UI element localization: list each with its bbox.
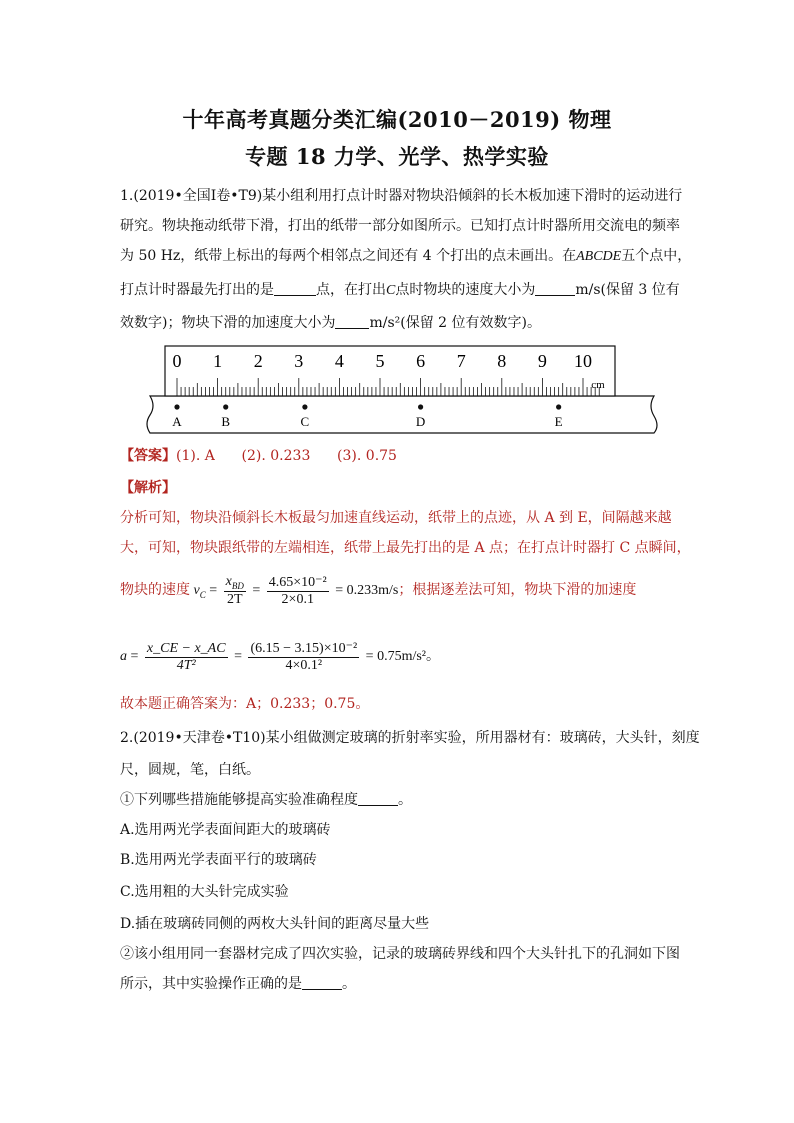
q1-line-4a: 打点计时器最先打出的是 [120,282,274,298]
velocity-prefix: 物块的速度 [120,582,190,599]
q1-line-4e: m/s(保留 3 位有 [575,282,680,298]
acc-f2-den: 4×0.1² [285,658,323,673]
vel-f2-den: 2×0.1 [281,592,314,607]
analysis-final: 故本题正确答案为：A；0.233；0.75。 [120,696,370,712]
q1-line-4 [120,280,680,301]
ruler-number: 5 [375,351,385,371]
acc-f2-num: (6.15 − 3.15)×10⁻² [250,641,358,656]
ruler-number: 7 [456,351,466,371]
ruler-number: 9 [537,351,547,371]
tape-point-label: D [415,414,426,429]
answer-parts: (1). A (2). 0.233 (3). 0.75 [176,448,397,464]
acceleration-symbol: a [120,649,127,665]
tape-point [556,404,561,409]
ruler-number: 1 [213,351,223,371]
page-title: 十年高考真题分类汇编(2010－2019) 物理 [182,107,612,132]
q2-line-1: 2.(2019•天津卷•T10)某小组做测定玻璃的折射率实验，所用器材有：玻璃砖，大头针，刻度 [120,730,700,746]
ruler-number: 10 [574,351,592,371]
q2-option-a: A.选用两光学表面间距大的玻璃砖 [120,822,331,838]
ruler-number: 3 [294,351,304,371]
q2-option-c: C.选用粗的大头针完成实验 [120,884,289,900]
acceleration-fraction-2 [248,640,359,674]
vel-f2-num: 4.65×10⁻² [268,575,327,590]
q1-point-c: C [386,283,396,298]
answer-label: 【答案】 [120,448,176,464]
tape-point-label: C [300,414,310,429]
velocity-suffix: ；根据逐差法可知，物块下滑的加速度 [398,582,637,599]
q1-line-3a: 为 50 Hz，纸带上标出的每两个相邻点之间还有 4 个打出的点未画出。在 [120,248,577,264]
q1-line-3 [120,246,692,267]
q2-line-2: 尺，圆规，笔，白纸。 [120,762,260,778]
answer-blank-2 [535,281,575,296]
acceleration-result: = 0.75m/s²。 [365,649,440,665]
q2-option-d: D.插在玻璃砖同侧的两枚大头针间的距离尽量大些 [120,916,430,932]
q1-line-1: 1.(2019•全国Ⅰ卷•T9)某小组利用打点计时器对物块沿倾斜的长木板加速下滑时的运动进行 [120,188,683,204]
ruler-number: 0 [172,351,182,371]
velocity-fraction-1 [224,574,246,608]
page-subtitle: 专题 18 力学、光学、热学实验 [245,144,549,169]
answer-blank-3 [335,314,369,329]
ruler-figure [0,340,794,440]
velocity-fraction-2 [267,574,329,608]
velocity-formula-line: 物块的速度 $v_C$ = $\frac{x_{BD}}{2T}$ = $\frac{\text{4.65×10⁻²}}{2\times 0.1}$ = 0.233m/s；根据逐差法可知，物块下滑的加速度 [120,574,637,607]
answer-blank-5 [302,975,342,990]
tape-point [302,404,307,409]
tape-point-label: A [172,414,182,429]
acc-f1-den: 4T² [176,657,196,673]
acceleration-formula-line: a = $\frac{x\_CE - x\_AC}{\text{4T²}}$ = $\frac{\text{(6.15 − 3.15)×10⁻²}}{\text{4×0.1²}}$ = 0.75m/s²。 [120,640,440,673]
q2-sub2-line-2 [120,974,680,994]
velocity-result: = 0.233m/s [335,583,399,599]
analysis-line-1: 分析可知，物块沿倾斜长木板最匀加速直线运动，纸带上的点迹，从 A 到 E，间隔越来越 [120,510,672,526]
q2-option-b: B.选用两光学表面平行的玻璃砖 [120,852,317,868]
q1-line-3c: 五个点中， [621,248,692,264]
tape-point-label: B [221,414,231,429]
tape-point-label: E [554,414,563,429]
q1-line-5b: m/s²(保留 2 位有效数字)。 [369,315,541,331]
acc-f1-num: x_CE − x_AC [146,640,226,656]
q2-sub2-text: 所示，其中实验操作正确的是 [120,976,302,992]
q2-sub2-line-1: ②该小组用同一套器材完成了四次实验，记录的玻璃砖界线和四个大头针扎下的孔洞如下图 [120,946,680,962]
q1-line-4b: 点，在打出 [316,282,386,298]
ruler-number: 6 [416,351,426,371]
analysis-line-2: 大，可知，物块跟纸带的左端相连，纸带上最先打出的是 A 点；在打点计时器打 C 点瞬间， [120,540,691,556]
velocity-subscript: C [199,590,206,601]
q1-line-4d: 点时物块的速度大小为 [395,282,536,298]
vel-f1-num: x [225,574,232,590]
velocity-symbol: v [193,583,200,599]
ruler-number: 8 [497,351,507,371]
q1-line-5 [120,313,680,333]
q2-sub1 [120,790,680,810]
q1-line-2: 研究。物块拖动纸带下滑，打出的纸带一部分如图所示。已知打点计时器所用交流电的频率 [120,218,680,234]
answer-line [120,446,680,466]
tape-point [174,404,179,409]
analysis-label-line [120,478,680,498]
q1-line-5a: 效数字)；物块下滑的加速度大小为 [120,315,336,331]
tape-point [418,404,423,409]
ruler-body [165,346,615,396]
ruler-unit: cm [591,379,605,391]
vel-f1-num-sub: BD [231,580,244,591]
q2-sub2-end: 。 [342,976,356,992]
ruler-number: 4 [334,351,344,371]
answer-blank-1 [274,281,316,296]
q1-points-label: ABCDE [576,249,622,264]
answer-blank-4 [358,791,398,806]
vel-f1-den: 2T [226,591,243,607]
q2-sub1-end: 。 [398,792,412,808]
acceleration-fraction-1 [145,641,228,674]
q2-sub1-text: ①下列哪些措施能够提高实验准确程度 [120,792,358,808]
tape-point [223,404,228,409]
analysis-label: 【解析】 [120,480,176,496]
ruler-number: 2 [253,351,263,371]
